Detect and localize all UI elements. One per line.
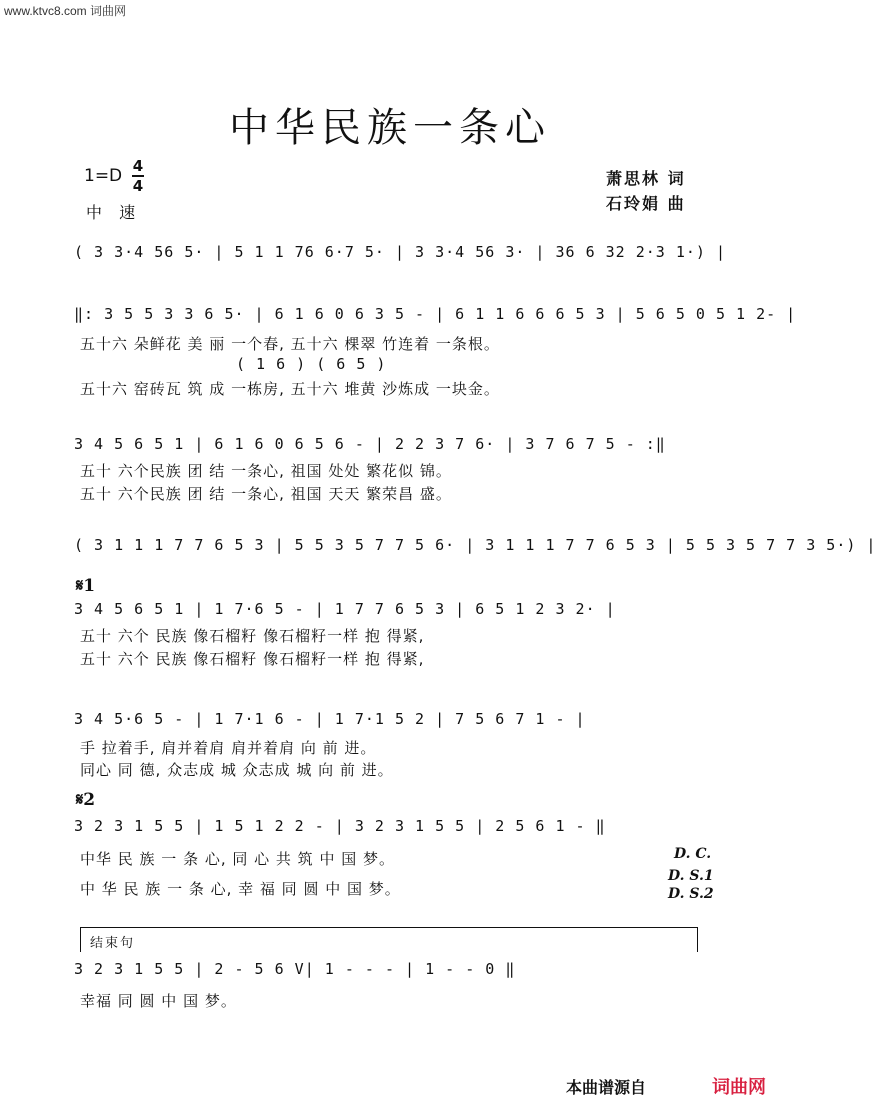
composer-credit: 石玲娟 曲 — [606, 194, 686, 213]
verse-lyrics-2a: 五十 六个民族 团 结 一条心, 祖国 处处 繁花似 锦。 — [80, 462, 452, 480]
refrain-lyrics-a: 中华 民 族 一 条 心, 同 心 共 筑 中 国 梦。 — [80, 850, 395, 868]
time-sig-top: 4 — [132, 157, 144, 175]
verse-notes-line-2: 3 4 5 6 5 1 | 6 1 6 0 6 5 6 - | 2 2 3 7 6· | 3 7 6 7 5 - :‖ — [74, 435, 666, 453]
chorus-lyrics-2b: 同心 同 德, 众志成 城 众志成 城 向 前 进。 — [80, 761, 394, 779]
verse-lyrics-1b: 五十六 窑砖瓦 筑 成 一栋房, 五十六 堆黄 沙炼成 一块金。 — [80, 380, 500, 398]
chorus-lyrics-1b: 五十 六个 民族 像石榴籽 像石榴籽一样 抱 得紧, — [80, 650, 425, 668]
segno-1-mark: 𝄋1 — [76, 576, 96, 596]
watermark-url: www.ktvc8.com 词曲网 — [4, 4, 127, 18]
tempo-marking: 中 速 — [86, 203, 142, 222]
lyricist-credit: 萧思林 词 — [606, 169, 686, 188]
coda-notes: 3 2 3 1 5 5 | 2 - 5 6 V| 1 - - - | 1 - - 0 ‖ — [74, 960, 516, 978]
site-logo[interactable]: 词曲网 — [712, 1077, 766, 1098]
time-signature — [132, 157, 144, 195]
chorus-lyrics-2a: 手 拉着手, 肩并着肩 肩并着肩 向 前 进。 — [80, 739, 377, 757]
coda-lyrics: 幸福 同 圆 中 国 梦。 — [80, 992, 237, 1010]
intro-notes: ( 3 3·4 56 5· | 5 1 1 76 6·7 5· | 3 3·4 56 3· | 36 6 32 2·3 1·) | — [74, 243, 726, 261]
time-sig-bottom: 4 — [132, 177, 144, 195]
dal-segno-1-mark: D. S.1 — [668, 868, 714, 884]
key-signature: 1=D — [84, 166, 123, 186]
refrain-lyrics-b: 中 华 民 族 一 条 心, 幸 福 同 圆 中 国 梦。 — [80, 880, 401, 898]
footer-source-text: 本曲谱源自 — [566, 1078, 647, 1097]
refrain-notes: 3 2 3 1 5 5 | 1 5 1 2 2 - | 3 2 3 1 5 5 | 2 5 6 1 - ‖ — [74, 817, 606, 835]
chorus-notes-line-1: 3 4 5 6 5 1 | 1 7·6 5 - | 1 7 7 6 5 3 | 6 5 1 2 3 2· | — [74, 600, 616, 618]
verse-lyrics-1a: 五十六 朵鲜花 美 丽 一个春, 五十六 棵翠 竹连着 一条根。 — [80, 335, 500, 353]
dal-segno-2-mark: D. S.2 — [668, 886, 714, 902]
segno-2-mark: 𝄋2 — [76, 790, 96, 810]
chorus-lyrics-1a: 五十 六个 民族 像石榴籽 像石榴籽一样 抱 得紧, — [80, 627, 425, 645]
coda-bracket — [80, 927, 698, 952]
chorus-notes-line-2: 3 4 5·6 5 - | 1 7·1 6 - | 1 7·1 5 2 | 7 5 6 7 1 - | — [74, 710, 586, 728]
da-capo-mark: D. C. — [674, 846, 712, 862]
interlude-notes: ( 3 1 1 1 7 7 6 5 3 | 5 5 3 5 7 7 5 6· | 3 1 1 1 7 7 6 5 3 | 5 5 3 5 7 7 3 5·) | — [74, 536, 876, 554]
verse-notes-line-1: ‖: 3 5 5 3 3 6 5· | 6 1 6 0 6 3 5 - | 6 1 1 6 6 6 5 3 | 5 6 5 0 5 1 2- | — [74, 305, 797, 323]
verse-alternate-notes: ( 1 6 ) ( 6 5 ) — [236, 355, 387, 373]
verse-lyrics-2b: 五十 六个民族 团 结 一条心, 祖国 天天 繁荣昌 盛。 — [80, 485, 452, 503]
song-title: 中华民族一条心 — [229, 105, 551, 151]
coda-label: 结束句 — [90, 936, 136, 951]
